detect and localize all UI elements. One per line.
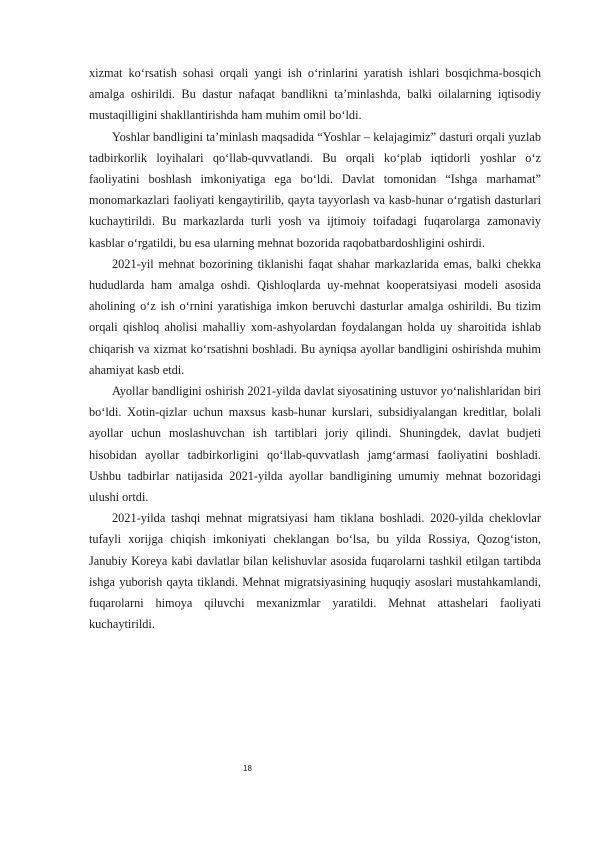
paragraph-4: Ayollar bandligini oshirish 2021-yilda davlat siyosatining ustuvor yo‘nalishlaridan biri bo‘ldi. Xotin-qizlar uchun maxsus kasb-hunar kurslari, subsidiyalangan kreditlar, bolali ayollar uchun moslashuvchan ish tartiblari joriy qilindi. Shuningdek, davlat budjeti hisobidan ayollar tadbirkorligini qo‘llab-quvvatlash jamg‘armasi faoliyatini boshladi. Ushbu tadbirlar natijasida 2021-yilda ayollar bandligining umumiy mehnat bozoridagi ulushi ortdi. [89, 384, 541, 505]
paragraph-5: 2021-yilda tashqi mehnat migratsiyasi ham tiklana boshladi. 2020-yilda cheklovlar tufayli xorijga chiqish imkoniyati cheklangan bo‘lsa, bu yilda Rossiya, Qozog‘iston, Janubiy Koreya kabi davlatlar bilan kelishuvlar asosida fuqarolarni tashkil etilgan tartibda ishga yuborish qayta tiklandi. Mehnat migratsiyasining huquqiy asoslari mustahkamlandi, fuqarolarni himoya qiluvchi mexanizmlar yaratildi. Mehnat attashelari faoliyati kuchaytirildi. [89, 511, 541, 632]
paragraph-2: Yoshlar bandligini ta’minlash maqsadida “Yoshlar – kelajagimiz” dasturi orqali yuzlab tadbirkorlik loyihalari qo‘llab-quvvatlandi. Bu orqali ko‘plab iqtidorli yoshlar o‘z faoliyatini boshlash imkoniyatiga ega bo‘ldi. Davlat tomonidan “Ishga marhamat” monomarkazlari faoliyati kengaytirilib, qayta tayyorlash va kasb-hunar o‘rgatish dasturlari kuchaytirildi. Bu markazlarda turli yosh va ijtimoiy toifadagi fuqarolarga zamonaviy kasblar o‘rgatildi, bu esa ularning mehnat bozorida raqobatbardoshligini oshirdi. [89, 129, 541, 250]
page-number: 18 [243, 764, 252, 773]
paragraph-1: xizmat ko‘rsatish sohasi orqali yangi ish o‘rinlarini yaratish ishlari bosqichma-bosqich amalga oshirildi. Bu dastur nafaqat bandlikni ta’minlashda, balki oilalarning iqtisodiy mustaqilligini shakllantirishda ham muhim omil bo‘ldi. [89, 66, 541, 123]
document-body [89, 63, 541, 635]
paragraph-3: 2021-yil mehnat bozorining tiklanishi faqat shahar markazlarida emas, balki chekka hududlarda ham amalga oshdi. Qishloqlarda uy-mehnat kooperatsiyasi modeli asosida aholining o‘z ish o‘rnini yaratishiga imkon beruvchi dasturlar amalga oshirildi. Bu tizim orqali qishloq aholisi mahalliy xom-ashyolardan foydalangan holda uy sharoitida ishlab chiqarish va xizmat ko‘rsatishni boshladi. Bu ayniqsa ayollar bandligini oshirishda muhim ahamiyat kasb etdi. [89, 256, 541, 377]
